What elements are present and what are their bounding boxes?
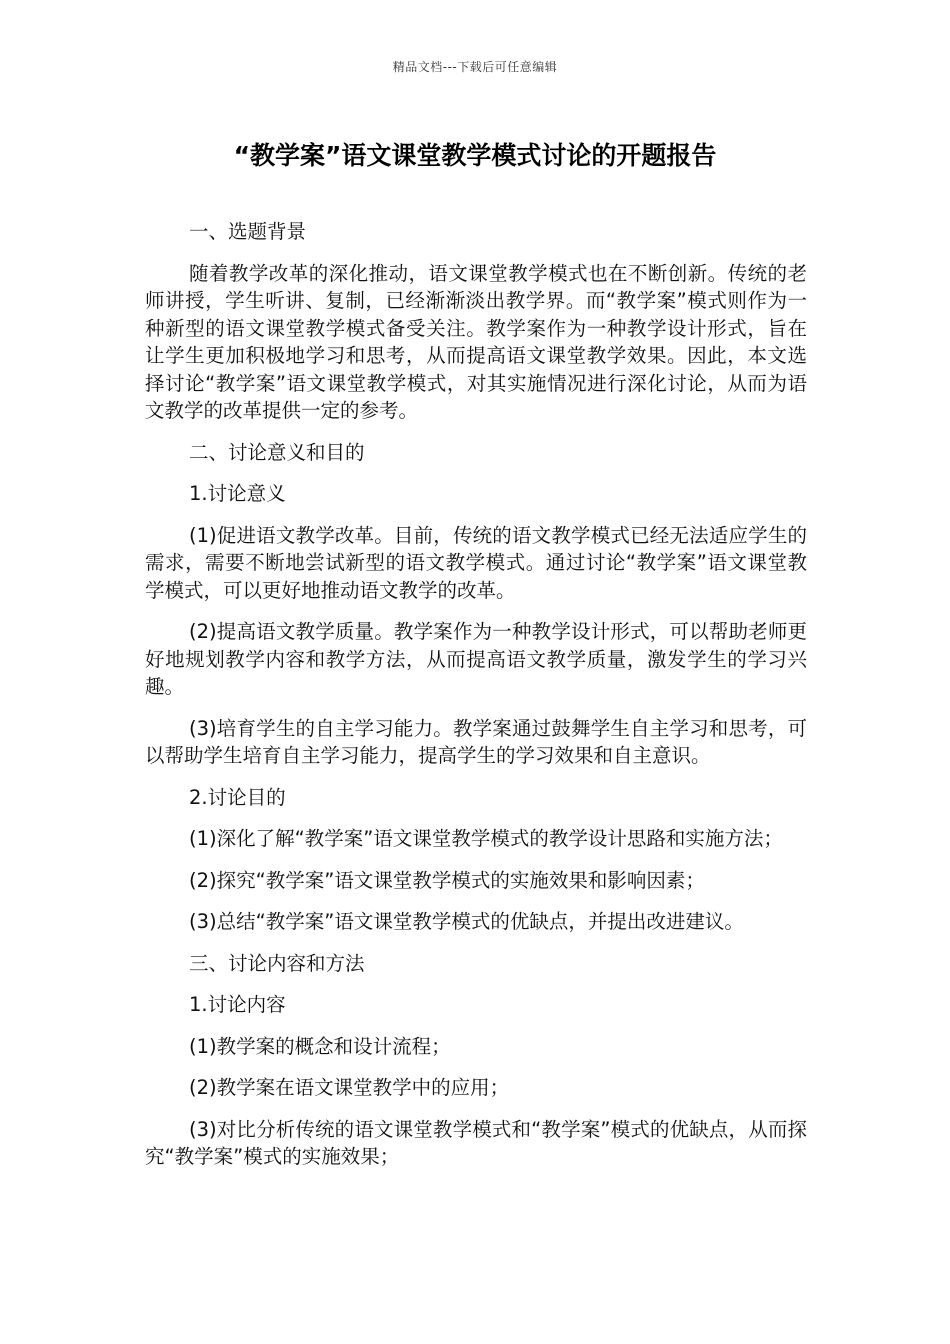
document-body <box>145 218 807 1185</box>
paragraph-content-2: (2)教学案在语文课堂教学中的应用； <box>189 1076 510 1099</box>
section-heading-background: 一、选题背景 <box>189 220 307 243</box>
paragraph-purpose-1: (1)深化了解“教学案”语文课堂教学模式的教学设计思路和实施方法； <box>189 827 783 850</box>
paragraph-significance-3: (3)培育学生的自主学习能力。教学案通过鼓舞学生自主学习和思考，可以帮助学生培育自主学习能力，提高学生的学习效果和自主意识。 <box>145 716 807 767</box>
subheading-content: 1.讨论内容 <box>189 993 286 1016</box>
subheading-significance: 1.讨论意义 <box>189 482 286 505</box>
paragraph-significance-1: (1)促进语文教学改革。目前，传统的语文教学模式已经无法适应学生的需求，需要不断地尝试新型的语文教学模式。通过讨论“教学案”语文课堂教学模式，可以更好地推动语文教学的改革。 <box>145 523 807 602</box>
paragraph-background: 随着教学改革的深化推动，语文课堂教学模式也在不断创新。传统的老师讲授，学生听讲、复制，已经渐渐淡出教学界。而“教学案”模式则作为一种新型的语文课堂教学模式备受关注。教学案作为一种教学设计形式，旨在让学生更加积极地学习和思考，从而提高语文课堂教学效果。因此，本文选择讨论“教学案”语文课堂教学模式，对其实施情况进行深化讨论，从而为语文教学的改革提供一定的参考。 <box>145 261 807 422</box>
paragraph-purpose-2: (2)探究“教学案”语文课堂教学模式的实施效果和影响因素； <box>189 868 705 892</box>
section-heading-content-methods: 三、讨论内容和方法 <box>189 951 365 975</box>
paragraph-content-3: (3)对比分析传统的语文课堂教学模式和“教学案”模式的优缺点，从而探究“教学案”模式的实施效果； <box>145 1117 807 1168</box>
paragraph-significance-2: (2)提高语文教学质量。教学案作为一种教学设计形式，可以帮助老师更好地规划教学内容和教学方法，从而提高语文教学质量，激发学生的学习兴趣。 <box>145 620 807 698</box>
paragraph-purpose-3: (3)总结“教学案”语文课堂教学模式的优缺点，并提出改进建议。 <box>189 910 744 933</box>
header-note: 精品文档---下载后可任意编辑 <box>392 60 558 74</box>
document-title: “教学案”语文课堂教学模式讨论的开题报告 <box>233 141 717 170</box>
subheading-purpose: 2.讨论目的 <box>189 785 286 809</box>
paragraph-content-1: (1)教学案的概念和设计流程； <box>189 1034 451 1058</box>
section-heading-significance: 二、讨论意义和目的 <box>189 440 365 464</box>
